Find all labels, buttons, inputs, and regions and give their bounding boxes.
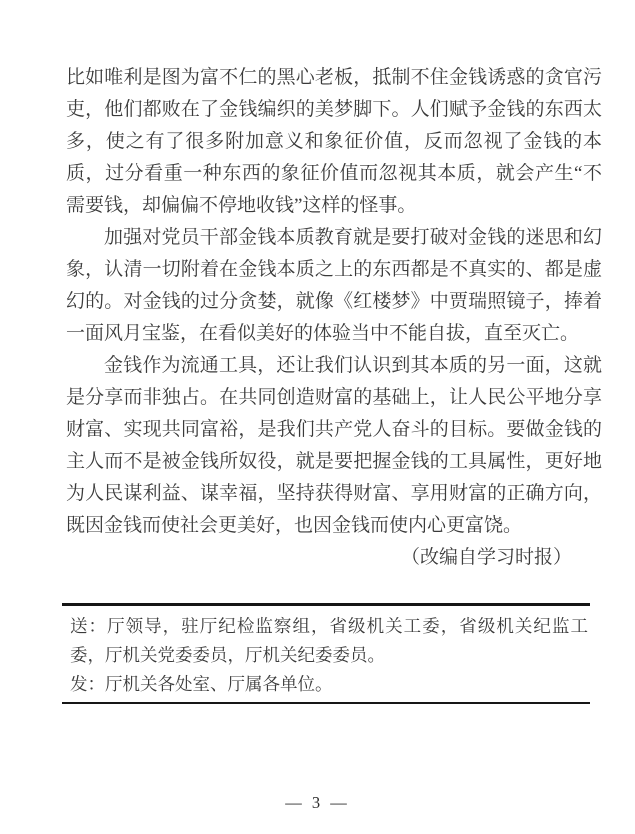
document-body <box>66 62 602 574</box>
distribution-fa-line: 发：厅机关各处室、厅属各单位。 <box>70 674 333 694</box>
paragraph-education-essence: 加强对党员干部金钱本质教育就是要打破对金钱的迷思和幻象，认清一切附着在金钱本质之上的东西都是不真实的、都是虚幻的。对金钱的过分贪婪，就像《红楼梦》中贾瑞照镜子，捧着一面风月宝鉴，在看似美好的体验当中不能自拔，直至灭亡。 <box>66 227 602 344</box>
paragraph-sharing-wealth: 金钱作为流通工具，还让我们认识到其本质的另一面，这就是分享而非独占。在共同创造财富的基础上，让人民公平地分享财富、实现共同富裕，是我们共产党人奋斗的目标。要做金钱的主人而不是被金钱所奴役，就是要把握金钱的工具属性，更好地为人民谋利益、谋幸福，坚持获得财富、享用财富的正确方向，既因金钱而使社会更美好，也因金钱而使内心更富饶。 <box>66 355 602 536</box>
paragraph-money-traps: 比如唯利是图为富不仁的黑心老板，抵制不住金钱诱惑的贪官污吏，他们都败在了金钱编织的美梦脚下。人们赋予金钱的东西太多，使之有了很多附加意义和象征价值，反而忽视了金钱的本质，过分看重一种东西的象征价值而忽视其本质，就会产生“不需要钱，却偏偏不停地收钱”这样的怪事。 <box>66 67 602 216</box>
distribution-song-line: 送：厅领导，驻厅纪检监察组，省级机关工委，省级机关纪监工委，厅机关党委委员，厅机关纪委委员。 <box>70 616 588 665</box>
page-number: — 3 — <box>285 793 350 812</box>
page-footer <box>0 793 635 813</box>
attribution-line: （改编自学习时报） <box>400 547 572 568</box>
distribution-block <box>62 603 590 704</box>
